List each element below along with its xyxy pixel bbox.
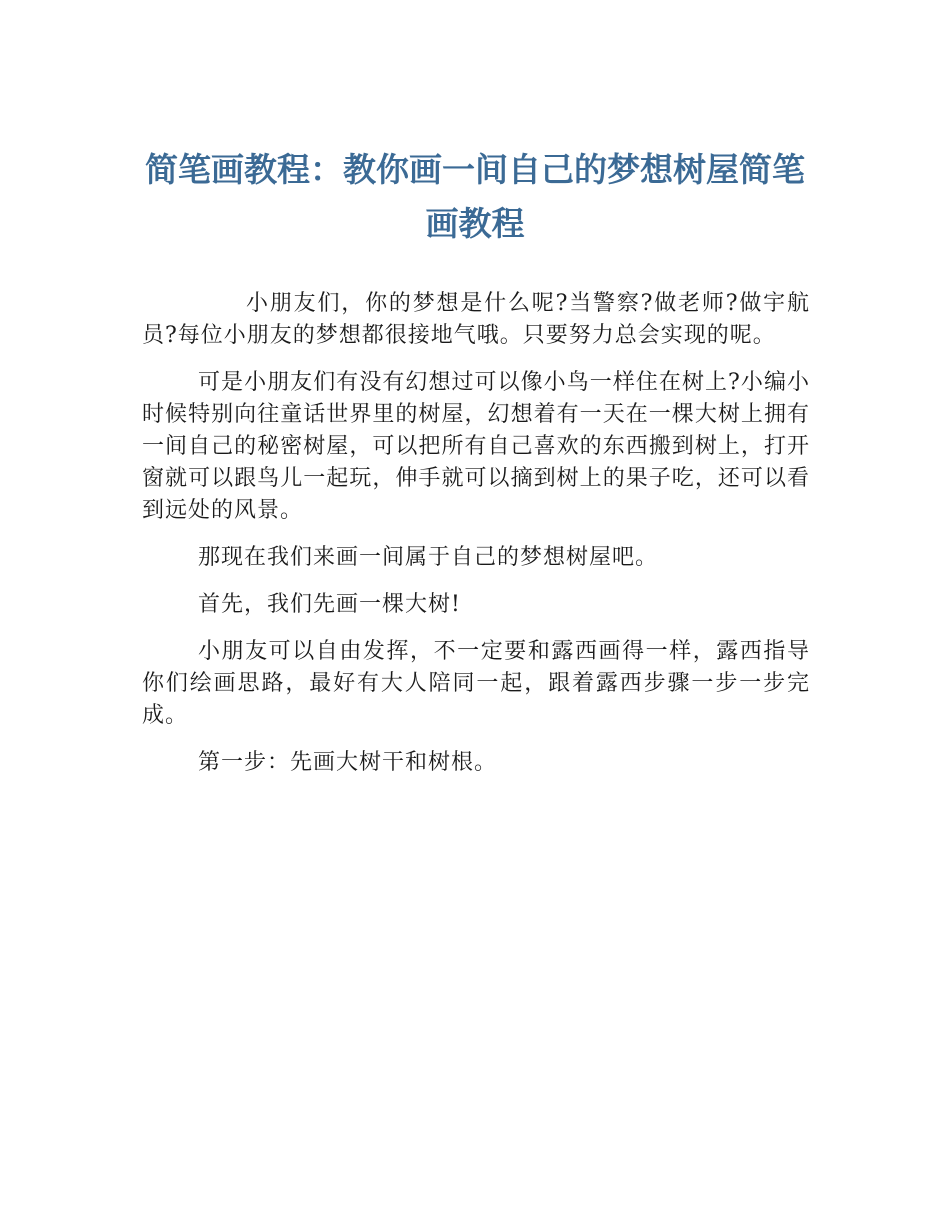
document-title: 简笔画教程：教你画一间自己的梦想树屋简笔画教程: [145, 150, 805, 243]
document-body: [142, 288, 810, 794]
paragraph-guidance: 小朋友可以自由发挥，不一定要和露西画得一样，露西指导你们绘画思路，最好有大人陪同一起，跟着露西步骤一步一步完成。: [142, 639, 810, 728]
paragraph-step-one: 第一步：先画大树干和树根。: [198, 750, 498, 775]
paragraph-treehouse-dream: 可是小朋友们有没有幻想过可以像小鸟一样住在树上?小编小时候特别向往童话世界里的树屋，幻想着有一天在一棵大树上拥有一间自己的秘密树屋，可以把所有自己喜欢的东西搬到树上，打开窗就可以跟鸟儿一起玩，伸手就可以摘到树上的果子吃，还可以看到远处的风景。: [142, 370, 810, 523]
paragraph-first-tree: 首先，我们先画一棵大树!: [198, 592, 461, 617]
paragraph-lets-draw: 那现在我们来画一间属于自己的梦想树屋吧。: [198, 545, 659, 570]
paragraph-intro: 小朋友们，你的梦想是什么呢?当警察?做老师?做宇航员?每位小朋友的梦想都很接地气哦。只要努力总会实现的呢。: [142, 291, 810, 348]
